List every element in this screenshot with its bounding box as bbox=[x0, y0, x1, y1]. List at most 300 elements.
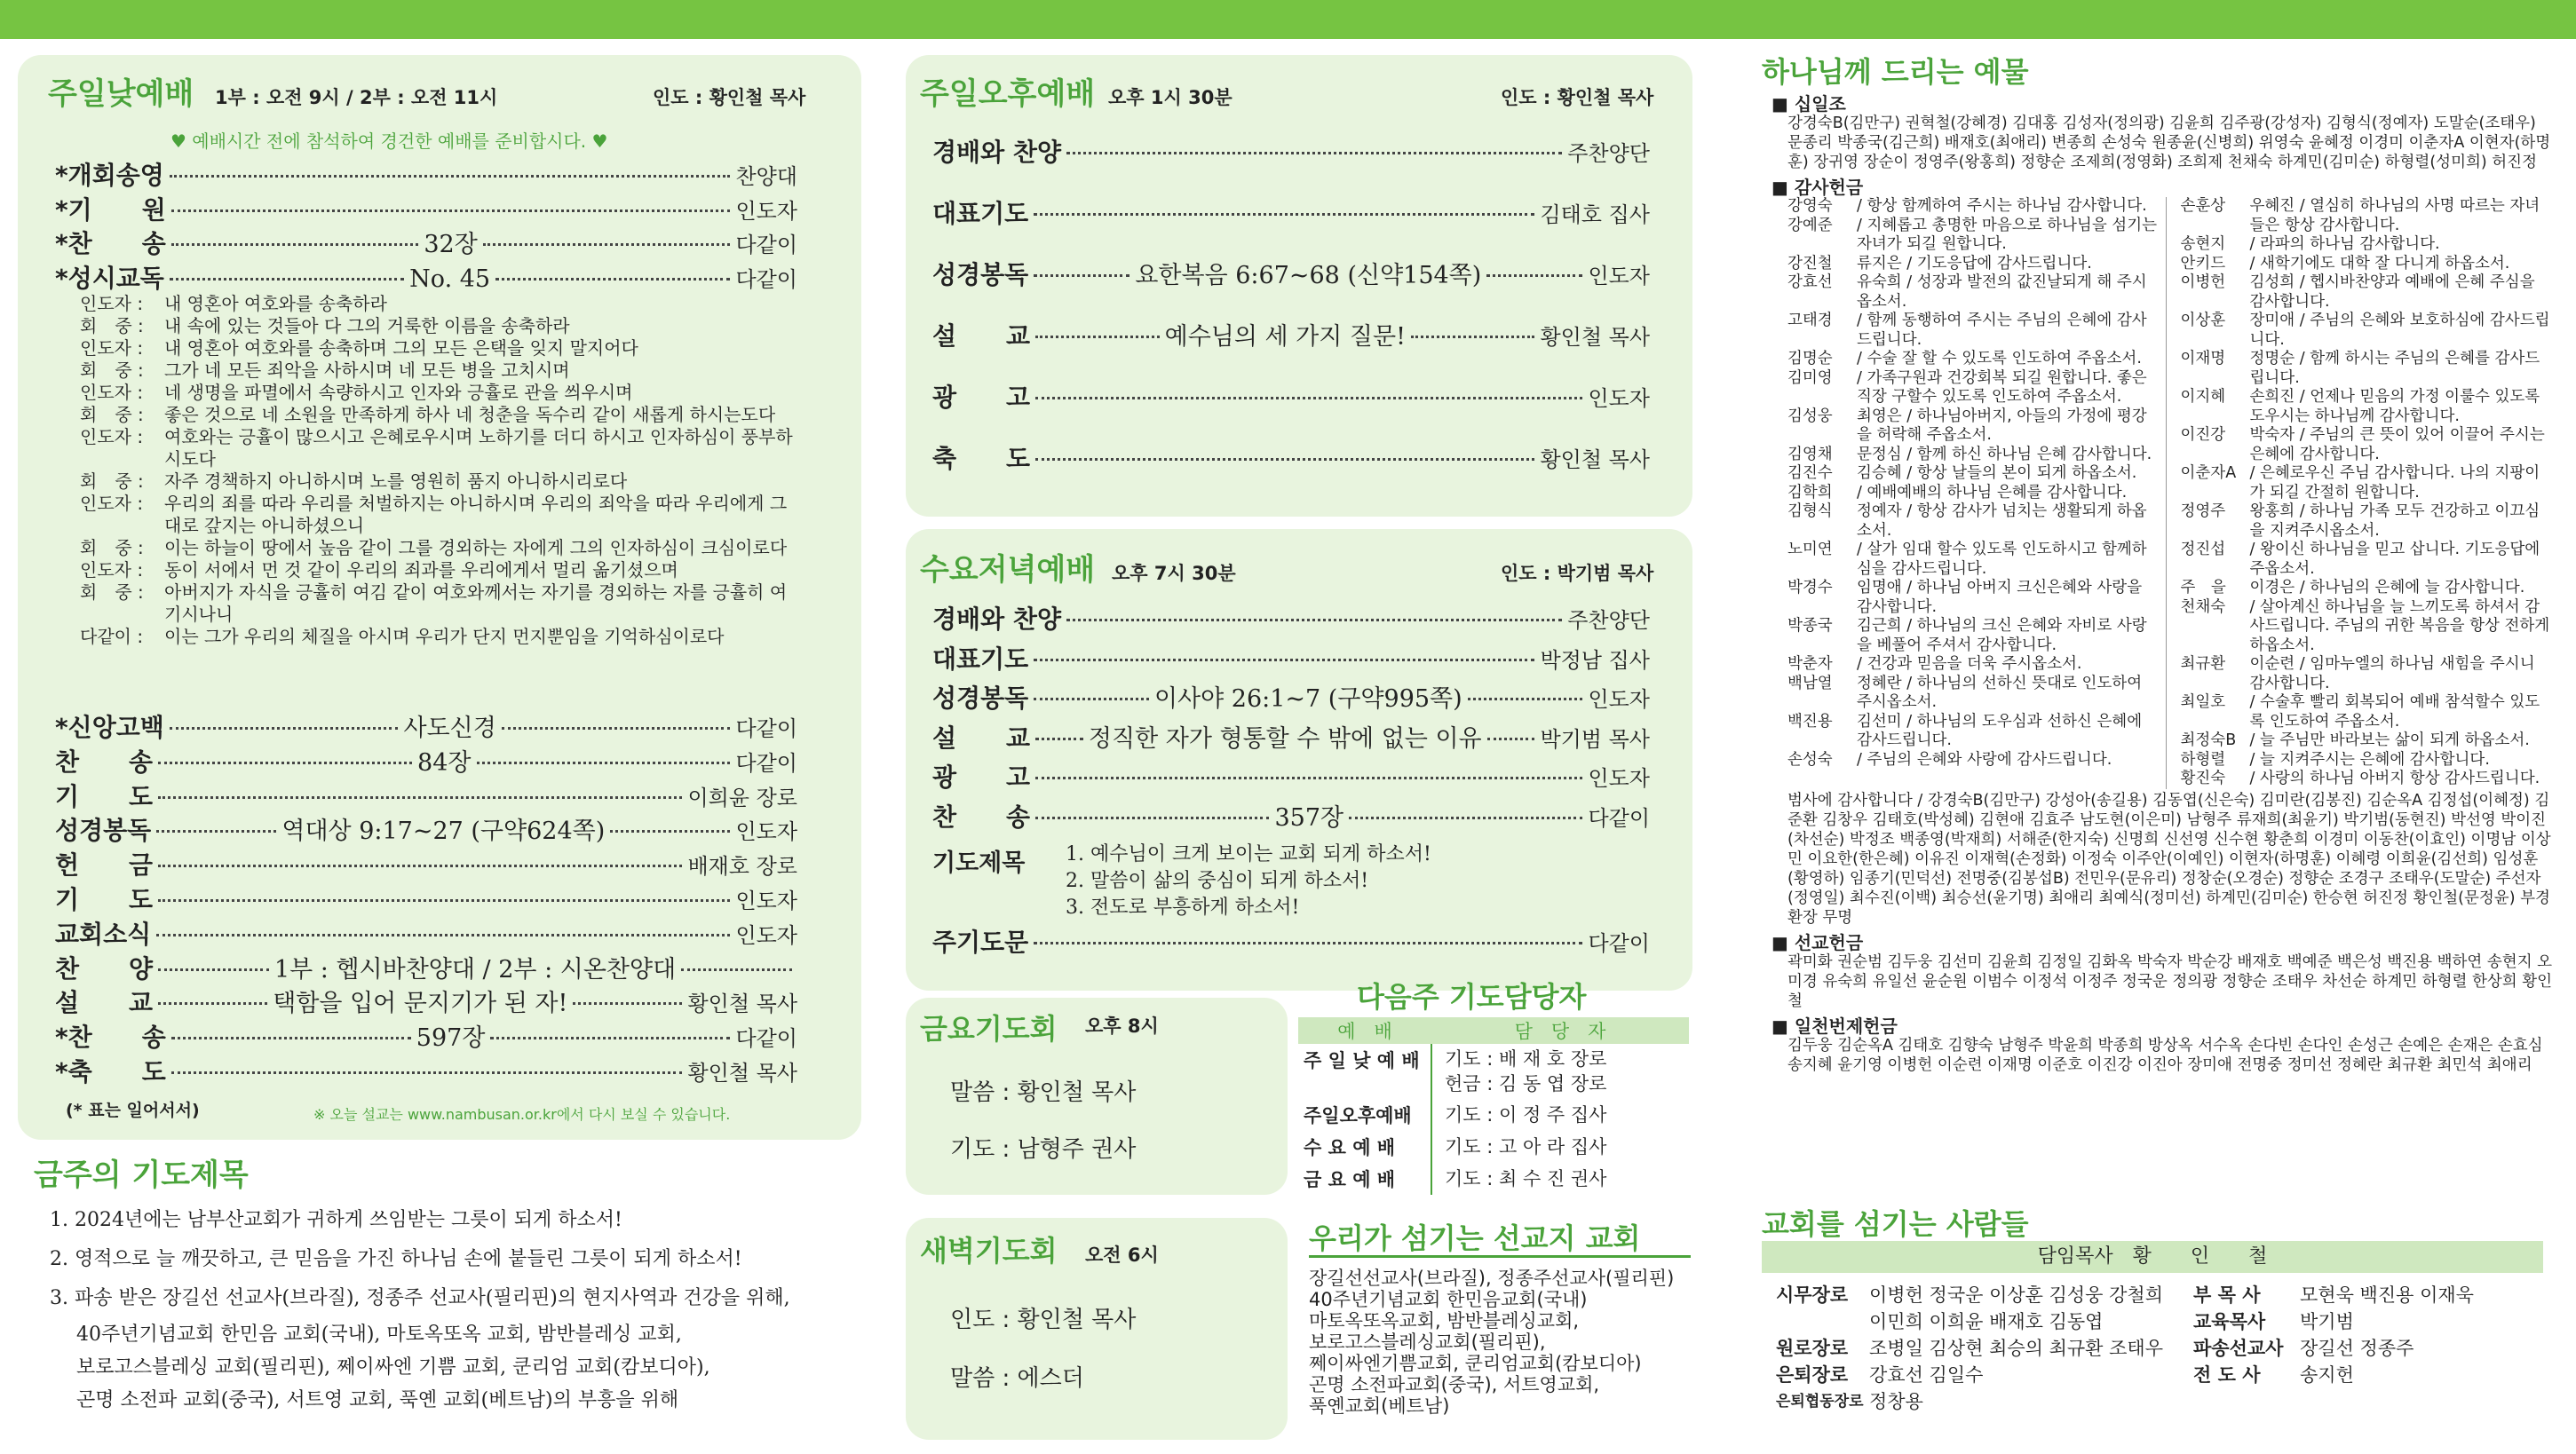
next-week-row bbox=[1298, 1044, 1689, 1099]
next-week-person: 기도 : 최 수 진 권사 bbox=[1445, 1168, 1607, 1189]
order-person: 주찬양단 bbox=[1567, 608, 1650, 633]
order-label: *개회송영 bbox=[55, 161, 164, 190]
order-person: 인도자 bbox=[735, 198, 797, 224]
order-person: 이희윤 장로 bbox=[687, 785, 797, 810]
next-week-persons bbox=[1431, 1044, 1689, 1099]
order-row bbox=[932, 439, 1650, 501]
dot-leader bbox=[158, 968, 269, 971]
next-week-service: 금 요 예 배 bbox=[1298, 1163, 1431, 1195]
order-person: 다같이 bbox=[735, 716, 797, 741]
reading-speaker: 인도자 : bbox=[80, 293, 144, 314]
reading-line bbox=[80, 470, 799, 493]
thanks-entry bbox=[2181, 388, 2554, 426]
reading-text: 내 영혼아 여호와를 송축하며 그의 모든 은택을 잊지 말지어다 bbox=[164, 337, 638, 359]
next-week-service: 수 요 예 배 bbox=[1298, 1131, 1431, 1163]
thanks-entry bbox=[1787, 197, 2160, 217]
next-week-table bbox=[1298, 1017, 1689, 1195]
thanks-general-list: 범사에 감사합니다 / 강경숙B(김만구) 강성아(송길용) 김동엽(신은숙) 김미란(김봉진) 김순옥A 김정섭(이혜정) 김준환 김창우 김태호(박성혜) 김현애 김효주 남도현(이은미) 남형주 류재희(최윤기) 박기범(동현진) 박선영 박이진(차선순) 박정조 백종영(박재희) 서해준(한지숙) 신명희 신선영 신수현 황춘희 이경미 이동찬(이효인) 이명남 이상민 이요한(한은혜) 이유진 이재혁(손정화) 이정숙 이주안(이예인) 이현자(하명훈) 이혜령 이희윤(김선희) 임성훈(황영하) 임종기(민덕선) 전명중(김봉섭B) 전민우(문유리) 정창순(오경순) 정향순 조경구 조태우(도말순) 주선자(정영일) 최수진(이백) 최승선(윤기명) 최애리 최예식(정미선) 하계민(김미순) 한승현 허진정 황인철(문정윤) 부경환장 무명 bbox=[1787, 791, 2551, 927]
reading-speaker: 회 중 : bbox=[80, 315, 144, 336]
dot-leader bbox=[1035, 738, 1083, 740]
reading-text: 네 생명을 파멸에서 속량하시고 인자와 긍휼로 관을 씌우시며 bbox=[164, 382, 633, 403]
thanks-name: 강진철 bbox=[1787, 254, 1833, 273]
thanks-entry bbox=[2181, 579, 2554, 598]
thanks-name: 황진숙 bbox=[2180, 770, 2226, 787]
order-person: 인도자 bbox=[735, 888, 797, 913]
thanks-entry bbox=[2181, 598, 2554, 656]
thanks-text: 정명순 / 함께 하시는 주님의 은혜를 감사드립니다. bbox=[2249, 350, 2540, 387]
dot-leader bbox=[171, 209, 731, 212]
afternoon-service-title: 주일오후예배 bbox=[920, 76, 1096, 112]
thanks-name: 강예준 bbox=[1787, 216, 1833, 234]
thanks-name: 강효선 bbox=[1787, 273, 1833, 291]
thanks-name: 김진수 bbox=[1787, 464, 1833, 482]
dot-leader bbox=[573, 1002, 682, 1005]
order-row bbox=[932, 194, 1650, 256]
next-week-row bbox=[1298, 1099, 1689, 1131]
thanks-entry bbox=[1787, 751, 2160, 770]
reading-speaker: 회 중 : bbox=[80, 581, 144, 603]
order-content: 597장 bbox=[416, 1024, 486, 1053]
thanks-entry bbox=[2181, 426, 2554, 464]
order-label: *찬 송 bbox=[55, 229, 166, 258]
order-person: 다같이 bbox=[735, 750, 797, 776]
order-person: 찬양대 bbox=[735, 164, 797, 189]
wednesday-service-leader: 인도 : 박기범 목사 bbox=[1501, 563, 1654, 584]
wednesday-prayer-list bbox=[1066, 842, 1431, 921]
order-content: 32장 bbox=[424, 231, 478, 258]
order-label: 경배와 찬양 bbox=[932, 138, 1061, 167]
order-label: 광 고 bbox=[932, 383, 1031, 412]
thanks-text: / 새학기에도 대학 잘 다니게 하옵소서. bbox=[2249, 254, 2510, 273]
dot-leader bbox=[171, 1071, 683, 1074]
staff-row bbox=[2193, 1282, 2548, 1308]
thanks-entry bbox=[1787, 369, 2160, 407]
mission-line: 푹옌교회(베트남) bbox=[1309, 1395, 1450, 1417]
order-row bbox=[55, 1018, 797, 1053]
dawn-leader: 인도 : 황인철 목사 bbox=[950, 1307, 1137, 1333]
reading-text: 이는 하늘이 땅에서 높음 같이 그를 경외하는 자에게 그의 인자하심이 크심이로다 bbox=[164, 537, 788, 558]
thanks-name: 이재명 bbox=[2180, 350, 2226, 367]
order-row bbox=[932, 798, 1650, 838]
dot-leader bbox=[156, 934, 730, 936]
order-content: 이사야 26:1~7 (구약995쪽) bbox=[1153, 685, 1462, 713]
thanks-name: 정영주 bbox=[2180, 502, 2226, 520]
staff-names: 강효선 김일수 bbox=[1869, 1364, 1984, 1386]
order-label: 설 교 bbox=[932, 723, 1031, 753]
order-content: 357장 bbox=[1274, 803, 1344, 832]
reading-line bbox=[80, 404, 799, 426]
thanks-name: 이상훈 bbox=[2180, 312, 2226, 329]
dot-leader bbox=[1035, 458, 1534, 461]
reading-speaker: 회 중 : bbox=[80, 470, 144, 492]
order-content: 역대상 9:17~27 (구약624쪽) bbox=[281, 818, 606, 846]
order-person: 인도자 bbox=[1588, 264, 1650, 288]
prayer-topics-title: 금주의 기도제목 bbox=[34, 1158, 249, 1193]
reading-text: 여호와는 긍휼이 많으시고 은혜로우시며 노하기를 더디 하시고 인자하심이 풍부하시도다 bbox=[164, 426, 793, 470]
thanks-text: 김근희 / 하나님의 크신 은혜와 자비로 사랑을 베풀어 주셔서 감사합니다. bbox=[1857, 617, 2147, 654]
thanks-entry bbox=[2181, 751, 2554, 770]
order-person: 박정남 집사 bbox=[1540, 647, 1650, 673]
dot-leader bbox=[1468, 698, 1583, 700]
order-label: 성경봉독 bbox=[55, 816, 152, 846]
reading-text: 그가 네 모든 죄악을 사하시며 네 모든 병을 고치시며 bbox=[164, 360, 570, 381]
staff-role: 원로장로 bbox=[1776, 1338, 1849, 1359]
thanks-text: 박숙자 / 주님의 큰 뜻이 있어 이끌어 주시는 은혜에 감사합니다. bbox=[2249, 426, 2545, 463]
order-person: 인도자 bbox=[1588, 766, 1650, 791]
prayer-topic-item: 3. 파송 받은 장길선 선교사(브라질), 정종주 선교사(필리핀)의 현지사역과 건강을 위해, bbox=[50, 1287, 790, 1309]
lords-prayer-value: 다같이 bbox=[1588, 931, 1650, 956]
order-content: 정직한 자가 형통할 수 밖에 없는 이유 bbox=[1088, 724, 1482, 753]
thanks-text: 김성희 / 헵시바찬양과 예배에 은혜 주심을 감사합니다. bbox=[2249, 273, 2535, 311]
offerings-section bbox=[1771, 89, 2553, 1075]
staff-right-list bbox=[2193, 1282, 2548, 1388]
order-label: 대표기도 bbox=[932, 644, 1029, 674]
afternoon-service-leader: 인도 : 황인철 목사 bbox=[1501, 87, 1654, 108]
next-week-person: 기도 : 배 재 호 장로 bbox=[1445, 1048, 1607, 1070]
thanks-text: 손희진 / 언제나 믿음의 가정 이룰수 있도록 도우시는 하나님께 감사합니다. bbox=[2249, 388, 2540, 425]
dot-leader bbox=[1066, 619, 1562, 621]
thanks-name: 최정숙B bbox=[2180, 731, 2237, 749]
thanks-text: / 살가 임대 할수 있도록 인도하시고 함께하심을 감사드립니다. bbox=[1857, 541, 2147, 578]
thanks-entry bbox=[1787, 407, 2160, 446]
order-row bbox=[55, 811, 797, 846]
next-week-person: 헌금 : 김 동 엽 장로 bbox=[1445, 1073, 1607, 1094]
reading-text: 내 영혼아 여호와를 송축하라 bbox=[164, 293, 387, 314]
order-person: 다같이 bbox=[735, 1026, 797, 1052]
thanks-entry bbox=[2181, 350, 2554, 388]
mission-line: 마토옥또옥교회, 밤반블레싱교회, bbox=[1309, 1310, 1580, 1332]
preparation-note: ♥ 예배시간 전에 참석하여 경건한 예배를 준비합시다. ♥ bbox=[170, 130, 608, 152]
prayer-topic-item: 곤명 소전파 교회(중국), 서트영 교회, 푹옌 교회(베트남)의 부흥을 위해 bbox=[76, 1389, 679, 1411]
thanks-name: 이진강 bbox=[2180, 426, 2226, 444]
thanks-text: 이순련 / 임마누엘의 하나님 새힘을 주시니 감사합니다. bbox=[2249, 655, 2535, 692]
thanks-text: 우혜진 / 열심히 하나님의 사명 따르는 자녀들은 항상 감사합니다. bbox=[2249, 197, 2540, 234]
next-week-header-person: 담 당 자 bbox=[1514, 1021, 1606, 1042]
order-label: 경배와 찬양 bbox=[932, 605, 1061, 634]
reading-text: 동이 서에서 먼 것 같이 우리의 죄과를 우리에게서 멀리 옮기셨으며 bbox=[164, 559, 678, 581]
prayer-topics-list bbox=[50, 1201, 790, 1417]
thanks-name: 김형식 bbox=[1787, 502, 1833, 520]
thanks-name: 강영숙 bbox=[1787, 197, 1833, 215]
thanks-text: / 수술후 빨리 회복되어 예배 참석할수 있도록 인도하여 주옵소서. bbox=[2249, 693, 2540, 731]
dot-leader bbox=[1411, 336, 1535, 338]
thanks-text: / 예배예배의 하나님 은혜를 감사합니다. bbox=[1857, 483, 2128, 502]
thanks-text: 김선미 / 하나님의 도우심과 선하신 은혜에 감사드립니다. bbox=[1857, 712, 2143, 749]
dot-leader bbox=[1349, 817, 1582, 819]
thanks-entry bbox=[1787, 502, 2160, 541]
order-row bbox=[55, 259, 797, 294]
order-row bbox=[932, 640, 1650, 680]
thanks-text: / 주님의 은혜와 사랑에 감사드립니다. bbox=[1857, 750, 2112, 769]
dot-leader bbox=[170, 727, 399, 730]
reading-line bbox=[80, 426, 799, 470]
dot-leader bbox=[156, 830, 276, 833]
prayer-topic-item: 보로고스블레싱 교회(필리핀), 쩨이싸엔 기쁨 교회, 쿤리엄 교회(캄보디아), bbox=[76, 1356, 710, 1379]
thanks-text: 정예자 / 항상 감사가 넘치는 생활되게 하옵소서. bbox=[1857, 502, 2147, 540]
thanks-entry bbox=[2181, 255, 2554, 274]
order-label: 찬 양 bbox=[55, 953, 154, 984]
thanks-name: 송현지 bbox=[2180, 235, 2226, 253]
order-person: 황인철 목사 bbox=[687, 1060, 797, 1086]
mission-line: 곤명 소전파교회(중국), 서트영교회, bbox=[1309, 1374, 1600, 1395]
staff-row bbox=[1776, 1282, 2184, 1308]
top-green-bar bbox=[0, 0, 2576, 39]
afternoon-order-list bbox=[932, 133, 1650, 501]
thanks-entry bbox=[1787, 713, 2160, 751]
reading-line bbox=[80, 559, 799, 581]
dot-leader bbox=[681, 968, 792, 971]
staff-role bbox=[1776, 1308, 1869, 1335]
lords-prayer-row bbox=[932, 923, 1650, 957]
thanks-entry bbox=[1787, 655, 2160, 675]
thanks-text: 이경은 / 하나님의 은혜에 늘 감사합니다. bbox=[2249, 579, 2525, 597]
thousand-offering-heading: ■ 일천번제헌금 bbox=[1771, 1015, 1898, 1037]
dawn-word: 말씀 : 에스더 bbox=[950, 1365, 1084, 1392]
dot-leader bbox=[158, 899, 730, 902]
thanks-entry bbox=[1787, 464, 2160, 484]
staff-role: 교육목사 bbox=[2193, 1311, 2266, 1332]
wednesday-prayer-item: 1. 예수님이 크게 보이는 교회 되게 하소서! bbox=[1066, 843, 1431, 865]
thanks-entry bbox=[2181, 312, 2554, 350]
staff-row bbox=[2193, 1335, 2548, 1362]
tithe-heading: ■ 십일조 bbox=[1771, 93, 1846, 115]
staff-names: 이병헌 정국운 이상훈 김성웅 강철희 bbox=[1869, 1284, 2163, 1306]
thanks-entry bbox=[2181, 464, 2554, 502]
order-content: 사도신경 bbox=[403, 715, 496, 742]
order-content: No. 45 bbox=[409, 265, 491, 293]
thanks-heading: ■ 감사헌금 bbox=[1771, 177, 1864, 198]
thanks-text: 문정심 / 함께 하신 하나님 은혜 감사합니다. bbox=[1857, 445, 2152, 463]
next-week-service: 주 일 낮 예 배 bbox=[1298, 1044, 1431, 1099]
order-row bbox=[55, 881, 797, 915]
order-row bbox=[55, 743, 797, 778]
reading-speaker: 다같이 : bbox=[80, 626, 144, 647]
thanks-name: 천채숙 bbox=[2180, 597, 2226, 616]
order-label: *성시교독 bbox=[55, 263, 164, 293]
thanks-entry bbox=[1787, 446, 2160, 465]
dot-leader bbox=[158, 1002, 267, 1005]
afternoon-service-time: 오후 1시 30분 bbox=[1108, 87, 1233, 108]
dot-leader bbox=[490, 1037, 730, 1039]
thanks-text: 류지은 / 기도응답에 감사드립니다. bbox=[1857, 254, 2092, 273]
order-label: *축 도 bbox=[55, 1056, 166, 1087]
reading-line bbox=[80, 360, 799, 382]
reading-line bbox=[80, 315, 799, 337]
reading-speaker: 회 중 : bbox=[80, 404, 144, 425]
thanks-text: / 왕이신 하나님을 믿고 삽니다. 기도응답에 주옵소서. bbox=[2249, 541, 2540, 578]
dot-leader bbox=[1487, 738, 1535, 740]
reading-text: 내 속에 있는 것들아 다 그의 거룩한 이름을 송축하라 bbox=[164, 315, 570, 336]
order-person: 인도자 bbox=[1588, 687, 1650, 712]
sunday-service-times: 1부 : 오전 9시 / 2부 : 오전 11시 bbox=[215, 87, 498, 108]
friday-word: 말씀 : 황인철 목사 bbox=[950, 1079, 1137, 1106]
order-person: 황인철 목사 bbox=[687, 992, 797, 1017]
staff-row bbox=[2193, 1308, 2548, 1335]
order-person: 황인철 목사 bbox=[1540, 447, 1650, 472]
dot-leader bbox=[158, 762, 412, 764]
mission-line: 장길선선교사(브라질), 정종주선교사(필리핀) bbox=[1309, 1268, 1675, 1289]
dot-leader bbox=[502, 727, 731, 730]
thousand-offering-list: 김두웅 김순옥A 김태호 김향숙 남형주 박윤희 박종희 방상옥 서수옥 손다빈 손다인 손성근 손예은 손재은 손효심 송지혜 윤기영 이병헌 이순련 이재명 이준호 이진강 이진아 장미애 전명중 정미선 정혜란 최규환 최민석 최애리 bbox=[1787, 1036, 2543, 1074]
thanks-name: 박종국 bbox=[1787, 617, 1833, 635]
thanks-text: / 가족구원과 건강회복 되길 원합니다. 좋은직장 구할수 있도록 인도하여 주옵소서. bbox=[1857, 368, 2147, 406]
order-row bbox=[55, 778, 797, 812]
friday-prayer-leader: 기도 : 남형주 권사 bbox=[950, 1136, 1137, 1163]
reading-line bbox=[80, 493, 799, 537]
order-row bbox=[932, 600, 1650, 640]
order-label: 설 교 bbox=[55, 988, 154, 1018]
order-person: 인도자 bbox=[735, 922, 797, 948]
sunday-order-list bbox=[55, 156, 797, 293]
order-label: 광 고 bbox=[932, 763, 1031, 792]
order-person: 황인철 목사 bbox=[1540, 325, 1650, 350]
order-row bbox=[55, 915, 797, 950]
next-week-persons bbox=[1431, 1163, 1689, 1195]
order-label: 성경봉독 bbox=[932, 684, 1029, 713]
dot-leader bbox=[495, 278, 730, 281]
staff-role: 전 도 사 bbox=[2193, 1364, 2261, 1386]
thanks-text: / 살아계신 하나님을 늘 느끼도록 하셔서 감사드립니다. 주님의 귀한 복음을 항상 전하게 하옵소서. bbox=[2249, 597, 2550, 654]
dot-leader bbox=[1034, 698, 1149, 700]
sunday-service-title: 주일낮예배 bbox=[48, 76, 194, 112]
thanks-entry bbox=[2181, 235, 2554, 255]
reading-text: 자주 경책하지 아니하시며 노를 영원히 품지 아니하시리로다 bbox=[164, 470, 628, 492]
order-person: 다같이 bbox=[1588, 805, 1650, 831]
thanks-text: / 늘 주님만 바라보는 삶이 되게 하옵소서. bbox=[2249, 731, 2530, 749]
order-row bbox=[932, 679, 1650, 719]
wednesday-order-list bbox=[932, 600, 1650, 837]
sunday-service-leader: 인도 : 황인철 목사 bbox=[653, 87, 806, 108]
thanks-name: 하형렬 bbox=[2180, 750, 2226, 769]
order-row bbox=[932, 133, 1650, 194]
thanks-entry bbox=[1787, 273, 2160, 312]
sermon-url-note: ※ 오늘 설교는 www.nambusan.or.kr에서 다시 보실 수 있습니다. bbox=[313, 1106, 731, 1123]
staff-role: 파송선교사 bbox=[2193, 1338, 2284, 1359]
mission-offering-heading: ■ 선교헌금 bbox=[1771, 931, 1864, 953]
thanks-text: / 은혜로우신 주님 감사합니다. 나의 지팡이가 되길 간절히 원합니다. bbox=[2249, 464, 2540, 502]
thanks-text: 임명애 / 하나님 아버지 크신은혜와 사랑을 감사합니다. bbox=[1857, 579, 2143, 616]
thanks-name: 최일호 bbox=[2180, 693, 2226, 711]
thanks-entry bbox=[2181, 197, 2554, 235]
senior-pastor-bar: 담임목사 황 인 철 bbox=[1762, 1241, 2543, 1273]
dot-leader bbox=[170, 278, 404, 281]
prayer-topic-item: 1. 2024년에는 남부산교회가 귀하게 쓰임받는 그릇이 되게 하소서! bbox=[50, 1209, 622, 1231]
reading-line bbox=[80, 337, 799, 360]
friday-prayer-time: 오후 8시 bbox=[1085, 1015, 1159, 1037]
mission-line: 보로고스블레싱교회(필리핀), bbox=[1309, 1332, 1546, 1353]
thanks-name: 박경수 bbox=[1787, 579, 1833, 597]
next-week-row bbox=[1298, 1131, 1689, 1163]
wednesday-prayer-label: 기도제목 bbox=[932, 849, 1026, 877]
thanks-text: / 지혜롭고 총명한 마음으로 하나님을 섬기는 자녀가 되길 원합니다. bbox=[1857, 216, 2157, 253]
dot-leader bbox=[1066, 152, 1562, 154]
thanks-name: 김학희 bbox=[1787, 483, 1833, 502]
reading-line bbox=[80, 581, 799, 626]
dot-leader bbox=[1034, 659, 1534, 661]
next-week-title: 다음주 기도담당자 bbox=[1357, 980, 1587, 1014]
thanks-name: 백진용 bbox=[1787, 712, 1833, 731]
staff-row bbox=[1776, 1335, 2184, 1362]
dot-leader bbox=[158, 865, 682, 867]
thanks-text: 김승혜 / 항상 날들의 본이 되게 하옵소서. bbox=[1857, 464, 2137, 482]
thanks-name: 안키드 bbox=[2180, 254, 2226, 273]
thanks-entry bbox=[1787, 217, 2160, 255]
order-label: 기 도 bbox=[55, 781, 154, 811]
next-week-person: 기도 : 이 정 주 집사 bbox=[1445, 1104, 1607, 1126]
thanks-entry bbox=[2181, 731, 2554, 751]
thanks-name: 정진섭 bbox=[2180, 541, 2226, 558]
wednesday-service-title: 수요저녁예배 bbox=[920, 552, 1096, 588]
thanks-text: / 건강과 믿음을 더욱 주시옵소서. bbox=[1857, 655, 2082, 673]
offerings-title: 하나님께 드리는 예물 bbox=[1762, 55, 2029, 89]
order-label: *기 원 bbox=[55, 194, 166, 225]
dawn-prayer-title: 새벽기도회 bbox=[920, 1234, 1058, 1268]
thanks-name: 이춘자A bbox=[2180, 464, 2237, 482]
missions-title: 우리가 섬기는 선교지 교회 bbox=[1309, 1221, 1641, 1255]
reading-text: 우리의 죄를 따라 우리를 처벌하지는 아니하시며 우리의 죄악을 따라 우리에게 그대로 갚지는 아니하셨으니 bbox=[164, 493, 788, 536]
reading-speaker: 인도자 : bbox=[80, 493, 144, 514]
friday-prayer-title: 금요기도회 bbox=[920, 1012, 1058, 1046]
staff-role: 부 목 사 bbox=[2193, 1284, 2261, 1306]
staff-names: 장길선 정종주 bbox=[2300, 1338, 2414, 1359]
next-week-service: 주일오후예배 bbox=[1298, 1099, 1431, 1131]
thanks-text: 장미애 / 주님의 은혜와 보호하심에 감사드립니다. bbox=[2249, 312, 2550, 349]
next-week-person: 기도 : 고 아 라 집사 bbox=[1445, 1136, 1607, 1158]
thanks-text: / 라파의 하나님 감사합니다. bbox=[2249, 235, 2440, 253]
thanks-text: 유숙희 / 성장과 발전의 값진날되게 해 주시옵소서. bbox=[1857, 273, 2147, 311]
thanks-entry bbox=[1787, 255, 2160, 274]
thanks-entry bbox=[1787, 675, 2160, 713]
order-row bbox=[55, 950, 797, 984]
thanks-entry bbox=[2181, 770, 2554, 789]
staff-role: 시무장로 bbox=[1776, 1284, 1849, 1306]
order-label: 기 도 bbox=[55, 884, 154, 914]
wednesday-service-time: 오후 7시 30분 bbox=[1112, 563, 1236, 584]
reading-speaker: 회 중 : bbox=[80, 537, 144, 558]
order-person: 인도자 bbox=[735, 819, 797, 845]
next-week-row bbox=[1298, 1163, 1689, 1195]
order-person: 다같이 bbox=[735, 266, 797, 292]
thanks-entry bbox=[2181, 502, 2554, 541]
order-person: 박기범 목사 bbox=[1540, 726, 1650, 752]
order-content: 요한복음 6:67~68 (신약154쪽) bbox=[1135, 262, 1482, 289]
thanks-entry bbox=[1787, 312, 2160, 350]
mission-line: 쩨이싸엔기쁨교회, 쿤리엄교회(캄보디아) bbox=[1309, 1353, 1642, 1374]
tithe-list: 강경숙B(김만구) 권혁철(강혜경) 김대홍 김성자(정의광) 김윤희 김주광(강성자) 김형식(정예자) 도말순(조태우) 문종리 박종국(김근희) 배재호(최애리) 변종희 손성숙 원종윤(신병희) 위영숙 윤혜정 이경미 이춘자A 이현자(하명훈) 장귀영 장순이 정영주(왕홍희) 정향순 조제희(정영화) 조희제 천채숙 하계민(김미순) 하형렬(성미희) 허진정 bbox=[1787, 115, 2551, 171]
next-week-persons bbox=[1431, 1131, 1689, 1163]
thanks-name: 김영채 bbox=[1787, 445, 1833, 463]
thanks-name: 이지혜 bbox=[2180, 388, 2226, 406]
thanks-text: / 함께 동행하여 주시는 주님의 은혜에 감사드립니다. bbox=[1857, 312, 2147, 349]
order-label: 대표기도 bbox=[932, 199, 1029, 228]
thanks-text: 왕홍희 / 하나님 가족 모두 건강하고 이끄심을 지켜주시옵소서. bbox=[2249, 502, 2540, 540]
staff-names: 모현욱 백진용 이재욱 bbox=[2300, 1284, 2474, 1306]
thanks-name: 김성웅 bbox=[1787, 407, 1833, 425]
staff-names: 송지헌 bbox=[2300, 1364, 2354, 1386]
order-row bbox=[55, 846, 797, 881]
staff-role: 은퇴협동장로 bbox=[1776, 1393, 1864, 1411]
reading-text: 좋은 것으로 네 소원을 만족하게 하사 네 청춘을 독수리 같이 새롭게 하시는도다 bbox=[164, 404, 776, 425]
order-label: 축 도 bbox=[932, 444, 1031, 473]
thanks-entry bbox=[1787, 579, 2160, 617]
thanks-entry bbox=[1787, 484, 2160, 503]
thanks-name: 고태경 bbox=[1787, 312, 1833, 329]
staff-names: 박기범 bbox=[2300, 1311, 2354, 1332]
order-content: 예수님의 세 가지 질문! bbox=[1164, 323, 1406, 351]
order-label: 찬 송 bbox=[932, 802, 1031, 832]
prayer-topic-item: 2. 영적으로 늘 깨끗하고, 큰 믿음을 가진 하나님 손에 붙들린 그릇이 되게 하소서! bbox=[50, 1248, 742, 1270]
wednesday-prayer-item: 2. 말씀이 삶의 중심이 되게 하소서! bbox=[1066, 870, 1369, 892]
